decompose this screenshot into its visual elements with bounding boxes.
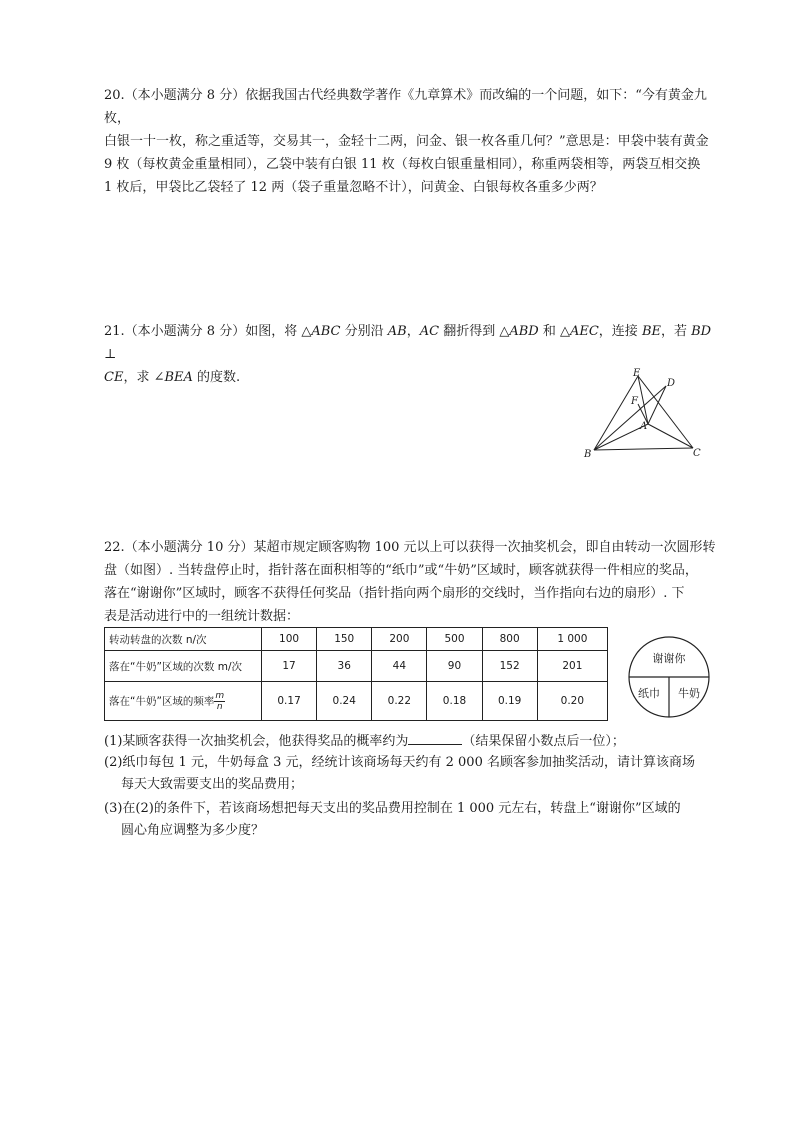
row-label-n: 转动转盘的次数 n/次	[105, 628, 262, 651]
q21-text: 和	[538, 324, 560, 339]
sub-question-3	[104, 798, 716, 842]
label-e: E	[633, 368, 641, 379]
q20-line-2: 白银一十一枚，称之重适等，交易其一，金轻十二两，问金、银一枚各重几何？”意思是：甲袋中装有黄金	[104, 134, 709, 149]
q21-triangle-abd: △ABD	[499, 324, 539, 339]
label-f: F	[631, 396, 638, 407]
cell-frequency: 0.19	[482, 682, 537, 721]
q21-segment-be: BE	[641, 324, 661, 339]
q21-segment-ab: AB	[387, 324, 407, 339]
sub3-line-2: 圆心角应调整为多少度？	[121, 823, 265, 838]
q21-segment-ce: CE	[104, 370, 124, 385]
cell-m: 17	[262, 651, 317, 682]
segment-bc	[594, 448, 693, 450]
q20-line-4: 1 枚后，甲袋比乙袋轻了 12 两（袋子重量忽略不计），问黄金、白银每枚各重多少两？	[104, 180, 603, 195]
answer-blank[interactable]	[408, 730, 462, 745]
q20-line-3: 9 枚（每枚黄金重量相同），乙袋中装有白银 11 枚（每枚白银重量相同），称重两袋相等，两袋互相交换	[104, 157, 701, 172]
q21-triangle-aec: △AEC	[559, 324, 599, 339]
spinner-figure	[626, 634, 712, 720]
q21-text: ，连接	[598, 324, 642, 339]
fraction-numerator: m	[215, 690, 225, 701]
table-row-m	[105, 651, 608, 682]
statistics-table	[104, 627, 608, 721]
sub3-line-1: (3)在(2)的条件下，若该商场想把每天支出的奖品费用控制在 1 000 元左右，转盘上“谢谢你”区域的	[104, 801, 681, 816]
cell-n: 1 000	[537, 628, 607, 651]
cell-n: 500	[427, 628, 482, 651]
q21-angle-bea: ∠BEA	[153, 370, 193, 385]
q21-text: 翻折得到	[439, 324, 500, 339]
q22-line-1: 22.（本小题满分 10 分）某超市规定顾客购物 100 元以上可以获得一次抽奖机会，即自由转动一次圆形转	[104, 540, 716, 555]
cell-frequency: 0.18	[427, 682, 482, 721]
label-a: A	[640, 421, 648, 432]
cell-n: 100	[262, 628, 317, 651]
fraction-m-over-n	[214, 691, 225, 712]
sub-question-2	[104, 752, 716, 796]
q21-text: ，求	[123, 370, 154, 385]
q21-segment-bd: BD	[691, 324, 712, 339]
q21-perp-symbol: ⊥	[104, 347, 117, 362]
cell-n: 150	[317, 628, 372, 651]
cell-m: 36	[317, 651, 372, 682]
cell-m: 152	[482, 651, 537, 682]
label-c: C	[693, 448, 701, 459]
spinner-label-tissue: 纸巾	[638, 687, 660, 700]
q22-line-3: 落在“谢谢你”区域时，顾客不获得任何奖品（指针指向两个扇形的交线时，当作指向右边的扇形）. 下	[104, 586, 685, 601]
question-22	[104, 536, 716, 628]
table-row-n	[105, 628, 608, 651]
q21-triangle-figure	[580, 366, 708, 464]
q21-text: ，若	[660, 324, 692, 339]
question-20	[104, 84, 716, 199]
sub1-text: (1)某顾客获得一次抽奖机会，他获得奖品的概率约为	[104, 734, 409, 749]
cell-m: 90	[427, 651, 482, 682]
sub2-line-1: (2)纸巾每包 1 元，牛奶每盒 3 元，经统计该商场每天约有 2 000 名顾客参加抽奖活动，请计算该商场	[104, 755, 695, 770]
q21-text: ，	[406, 324, 420, 339]
cell-frequency: 0.20	[537, 682, 607, 721]
label-d: D	[667, 378, 676, 389]
cell-frequency: 0.17	[262, 682, 317, 721]
cell-frequency: 0.24	[317, 682, 372, 721]
q22-line-4: 表是活动进行中的一组统计数据：	[104, 609, 300, 624]
table-row-frequency	[105, 682, 608, 721]
segment-ac	[648, 424, 693, 448]
q20-line-1: 20.（本小题满分 8 分）依据我国古代经典数学著作《九章算术》而改编的一个问题，如下：“今有黄金九枚，	[104, 88, 707, 126]
sub-question-1	[104, 730, 716, 753]
label-b: B	[584, 449, 592, 460]
q21-segment-ac: AC	[419, 324, 440, 339]
q21-text: 的度数.	[192, 370, 241, 385]
sub1-note: （结果保留小数点后一位）；	[462, 734, 625, 749]
cell-n: 200	[372, 628, 427, 651]
cell-n: 800	[482, 628, 537, 651]
segment-bd	[594, 386, 666, 450]
cell-m: 201	[537, 651, 607, 682]
row-label-m: 落在“牛奶”区域的次数 m/次	[105, 651, 262, 682]
cell-m: 44	[372, 651, 427, 682]
frequency-label-text: 落在“牛奶”区域的频率	[109, 695, 215, 707]
q22-line-2: 盘（如图）. 当转盘停止时，指针落在面积相等的“纸巾”或“牛奶”区域时，顾客就获得一件相应的奖品，	[104, 563, 698, 578]
q21-triangle-abc: △ABC	[301, 324, 341, 339]
q21-text: 21.（本小题满分 8 分）如图，将	[104, 324, 302, 339]
sub2-line-2: 每天大致需要支出的奖品费用；	[121, 777, 304, 792]
spinner-label-thanks: 谢谢你	[652, 652, 686, 665]
segment-ad	[648, 386, 666, 424]
spinner-label-milk: 牛奶	[678, 687, 700, 700]
fraction-denominator: n	[216, 701, 223, 712]
q21-text: 分别沿	[340, 324, 388, 339]
q21-line-1	[104, 320, 716, 366]
row-label-frequency	[105, 682, 262, 721]
cell-frequency: 0.22	[372, 682, 427, 721]
